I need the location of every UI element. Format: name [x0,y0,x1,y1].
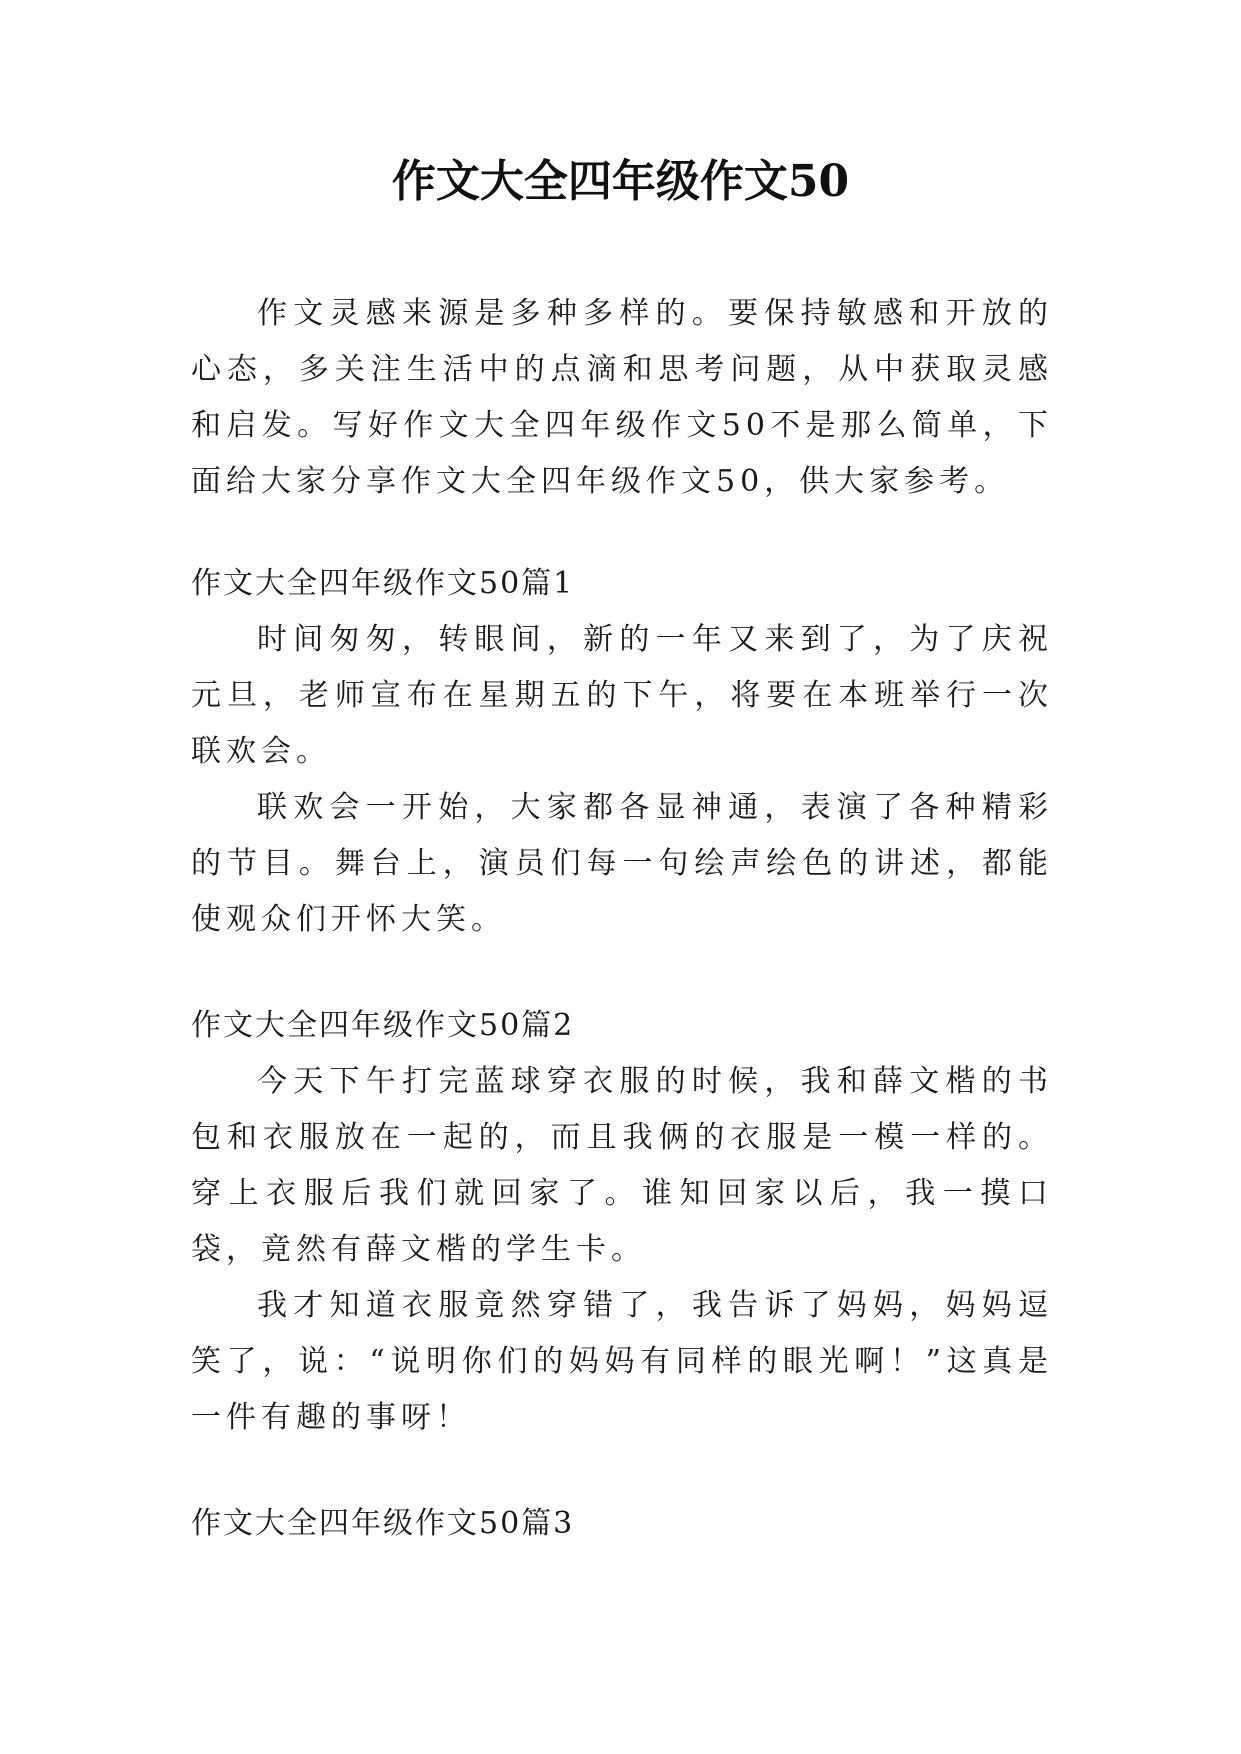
section-heading: 作文大全四年级作文50篇2 [191,1008,575,1043]
intro-paragraph: 作文灵感来源是多种多样的。要保持敏感和开放的心态，多关注生活中的点滴和思考问题，从中获取灵感和启发。写好作文大全四年级作文50不是那么简单，下面给大家分享作文大全四年级作文50，供大家参考。 [191,296,1053,499]
section-1 [191,556,1053,948]
section-paragraph: 今天下午打完蓝球穿衣服的时候，我和薛文楷的书包和衣服放在一起的，而且我俩的衣服是一模一样的。穿上衣服后我们就回家了。谁知回家以后，我一摸口袋，竟然有薛文楷的学生卡。 [191,1064,1053,1267]
document-title: 作文大全四年级作文50 [391,156,850,207]
section-2 [191,998,1053,1446]
section-heading: 作文大全四年级作文50篇1 [191,566,575,601]
document-body [191,286,1053,1552]
section-heading: 作文大全四年级作文50篇3 [191,1506,575,1541]
section-paragraph: 时间匆匆，转眼间，新的一年又来到了，为了庆祝元旦，老师宣布在星期五的下午，将要在本班举行一次联欢会。 [191,622,1053,769]
section-paragraph: 我才知道衣服竟然穿错了，我告诉了妈妈，妈妈逗笑了，说：“说明你们的妈妈有同样的眼光啊！”这真是一件有趣的事呀！ [191,1288,1053,1435]
section-3 [191,1496,1053,1552]
section-paragraph: 联欢会一开始，大家都各显神通，表演了各种精彩的节目。舞台上，演员们每一句绘声绘色的讲述，都能使观众们开怀大笑。 [191,790,1053,937]
